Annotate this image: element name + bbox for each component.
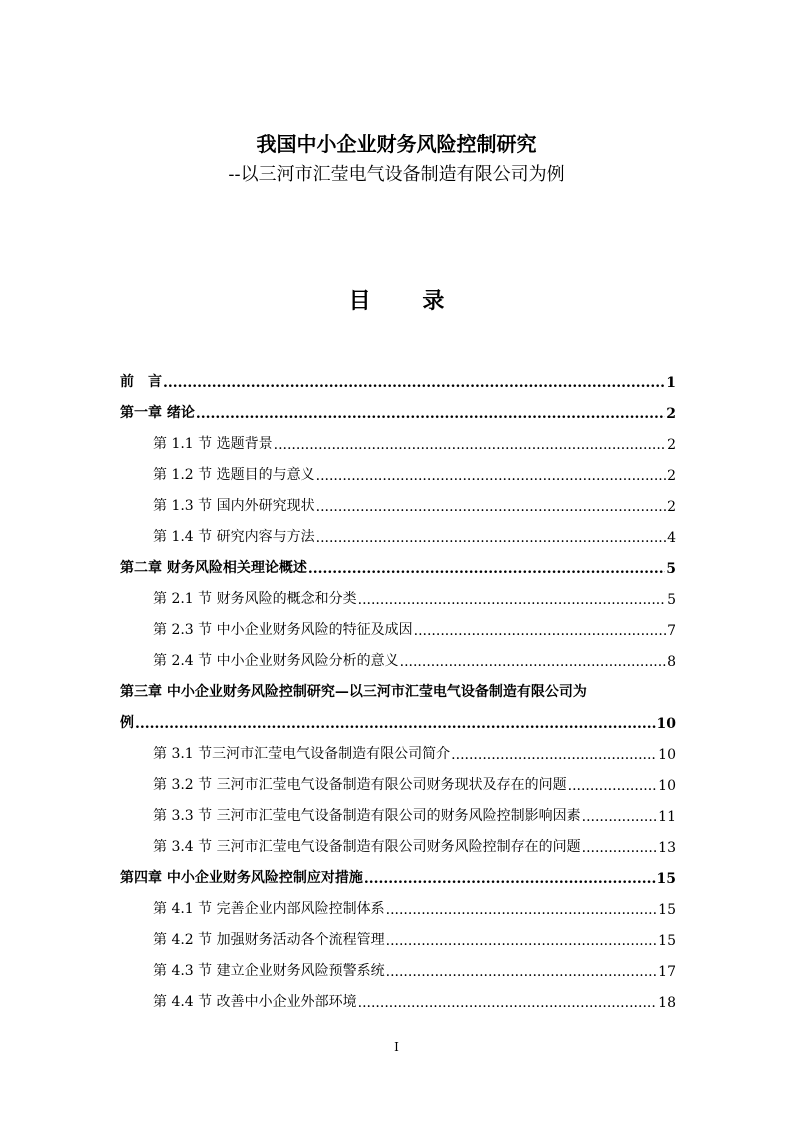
toc-leader-dots — [316, 530, 666, 546]
toc-chapter-entry[interactable] — [120, 360, 676, 391]
toc-section-entry[interactable] — [120, 825, 676, 856]
toc-entry-label: 第 4.3 节 建立企业财务风险预警系统 — [153, 963, 385, 979]
toc-leader-dots — [274, 437, 666, 453]
toc-entry-label: 第 3.1 节三河市汇莹电气设备制造有限公司简介 — [153, 746, 451, 762]
toc-section-entry[interactable] — [120, 794, 676, 825]
toc-entry-label: 第 3.4 节 三河市汇莹电气设备制造有限公司财务风险控制存在的问题 — [153, 839, 581, 855]
toc-entry-label: 第三章 中小企业财务风险控制研究—以三河市汇莹电气设备制造有限公司为 — [120, 684, 587, 700]
toc-chapter-entry[interactable] — [120, 701, 676, 732]
toc-entry-page: 10 — [658, 747, 676, 763]
toc-entry-label: 第 3.3 节 三河市汇莹电气设备制造有限公司的财务风险控制影响因素 — [153, 808, 581, 824]
toc-entry-label: 第 4.1 节 完善企业内部风险控制体系 — [153, 901, 385, 917]
toc-leader-dots — [582, 840, 658, 856]
toc-section-entry[interactable] — [120, 918, 676, 949]
toc-leader-dots — [386, 964, 658, 980]
toc-section-entry[interactable] — [120, 422, 676, 453]
toc-section-entry[interactable] — [120, 453, 676, 484]
toc-entry-page: 8 — [667, 654, 676, 670]
document-title: 我国中小企业财务风险控制研究 — [256, 132, 537, 156]
toc-entry-page: 7 — [667, 623, 676, 639]
toc-section-entry[interactable] — [120, 577, 676, 608]
toc-entry-label: 前 言 — [120, 374, 162, 390]
toc-leader-dots — [135, 716, 656, 732]
toc-entry-page: 15 — [658, 933, 676, 949]
toc-leader-dots — [163, 375, 665, 391]
toc-entry-page: 15 — [656, 871, 676, 887]
toc-entry-label: 第 1.4 节 研究内容与方法 — [153, 529, 315, 545]
toc-entry-page: 2 — [667, 499, 676, 515]
toc-entry-page: 4 — [667, 530, 676, 546]
toc-leader-dots — [386, 902, 658, 918]
toc-leader-dots — [308, 561, 665, 577]
toc-leader-dots — [358, 995, 658, 1011]
toc-leader-dots — [451, 747, 657, 763]
toc-entry-page: 2 — [667, 437, 676, 453]
toc-entry-label: 第 4.4 节 改善中小企业外部环境 — [153, 994, 357, 1010]
toc-chapter-entry[interactable] — [120, 546, 676, 577]
toc-entry-page: 17 — [658, 964, 676, 980]
toc-section-entry[interactable] — [120, 515, 676, 546]
toc-chapter-entry[interactable] — [120, 391, 676, 422]
toc-section-entry[interactable] — [120, 980, 676, 1011]
toc-entry-page: 18 — [658, 995, 676, 1011]
toc-entry-page: 1 — [666, 375, 676, 391]
toc-leader-dots — [568, 778, 658, 794]
toc-entry-page: 2 — [666, 406, 676, 422]
toc-leader-dots — [358, 592, 666, 608]
toc-entry-label: 第 4.2 节 加强财务活动各个流程管理 — [153, 932, 385, 948]
toc-section-entry[interactable] — [120, 763, 676, 794]
toc-leader-dots — [316, 499, 666, 515]
toc-chapter-entry[interactable] — [120, 670, 676, 701]
toc-entry-label: 第 3.2 节 三河市汇莹电气设备制造有限公司财务现状及存在的问题 — [153, 777, 567, 793]
toc-entry-page: 2 — [667, 468, 676, 484]
toc-entry-page: 10 — [656, 716, 676, 732]
toc-section-entry[interactable] — [120, 732, 676, 763]
page-number: I — [394, 1040, 399, 1054]
toc-entry-label: 第 1.2 节 选题目的与意义 — [153, 467, 315, 483]
toc-leader-dots — [196, 406, 665, 422]
toc-entry-label: 第四章 中小企业财务风险控制应对措施 — [120, 870, 363, 886]
toc-leader-dots — [582, 809, 658, 825]
toc-section-entry[interactable] — [120, 639, 676, 670]
toc-section-entry[interactable] — [120, 484, 676, 515]
table-of-contents — [120, 360, 676, 1011]
toc-entry-label: 例 — [120, 715, 134, 731]
toc-chapter-entry[interactable] — [120, 856, 676, 887]
toc-leader-dots — [386, 933, 658, 949]
toc-section-entry[interactable] — [120, 608, 676, 639]
toc-entry-page: 15 — [658, 902, 676, 918]
toc-leader-dots — [414, 623, 666, 639]
toc-entry-label: 第 1.3 节 国内外研究现状 — [153, 498, 315, 514]
toc-entry-label: 第一章 绪论 — [120, 405, 195, 421]
toc-entry-page: 5 — [667, 592, 676, 608]
toc-section-entry[interactable] — [120, 887, 676, 918]
toc-entry-label: 第 2.3 节 中小企业财务风险的特征及成因 — [153, 622, 413, 638]
toc-entry-label: 第二章 财务风险相关理论概述 — [120, 560, 307, 576]
toc-entry-page: 13 — [658, 840, 676, 856]
document-subtitle: --以三河市汇莹电气设备制造有限公司为例 — [228, 164, 565, 185]
toc-entry-label: 第 2.4 节 中小企业财务风险分析的意义 — [153, 653, 399, 669]
toc-leader-dots — [400, 654, 666, 670]
toc-heading: 目 录 — [348, 288, 467, 314]
toc-entry-page: 5 — [666, 561, 676, 577]
toc-section-entry[interactable] — [120, 949, 676, 980]
toc-entry-label: 第 1.1 节 选题背景 — [153, 436, 273, 452]
toc-entry-page: 11 — [658, 809, 676, 825]
toc-entry-label: 第 2.1 节 财务风险的概念和分类 — [153, 591, 357, 607]
toc-entry-page: 10 — [658, 778, 676, 794]
toc-leader-dots — [364, 871, 656, 887]
toc-leader-dots — [316, 468, 666, 484]
